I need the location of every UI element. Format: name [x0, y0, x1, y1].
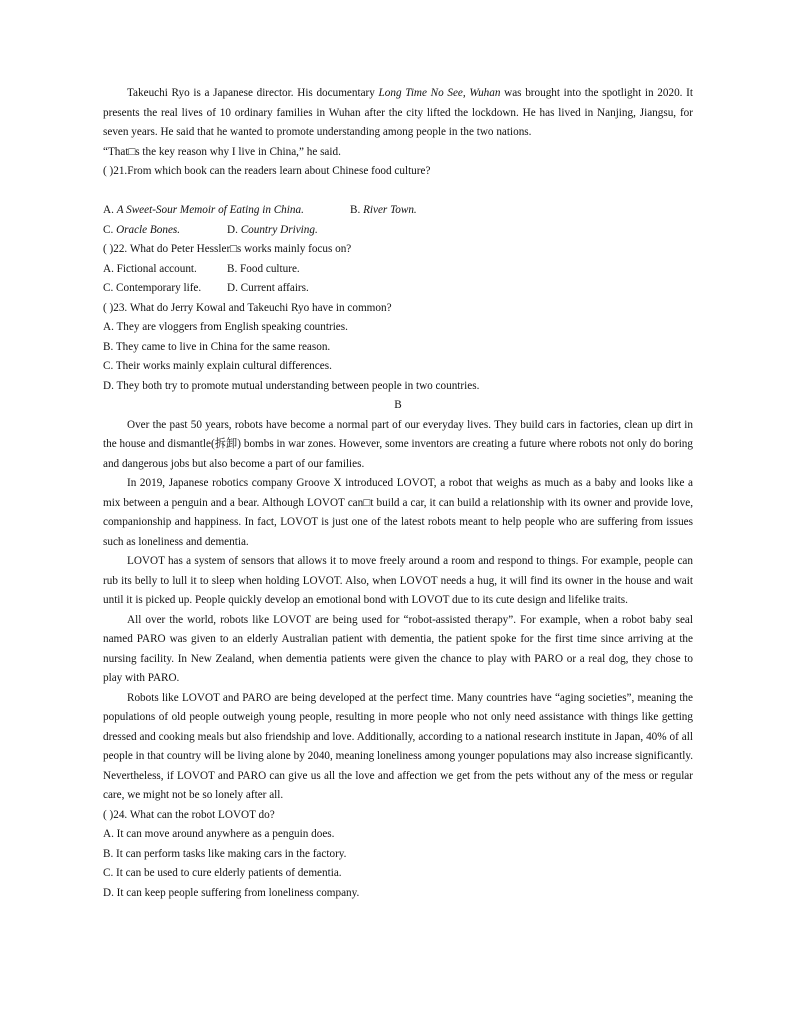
passage-b-paragraph-4: All over the world, robots like LOVOT are being used for “robot-assisted therapy”. For example, when a robot baby seal named PARO was given to an elderly Australian patient with dementia, the patient spoke for the first time since arriving at the nursing facility. In New Zealand, when dementia patients were given the chance to play with PARO or a real dog, they chose to play with PARO. — [103, 613, 693, 684]
question-22-stem: ( )22. What do Peter Hessler□s works mainly focus on? — [103, 243, 352, 255]
option-c: C. Oracle Bones. — [103, 223, 181, 236]
section-b-heading: B — [394, 399, 402, 411]
passage-b-paragraph-3: LOVOT has a system of sensors that allows it to move freely around a room and respond to things. For example, people can rub its belly to lull it to sleep when holding LOVOT. Also, when LOVOT needs a hug, it will find its owner in the house and wait until it is picked up. People quickly develop an emotional bond with LOVOT due to its cute design and lifelike traits. — [103, 555, 693, 606]
question-24-stem: ( )24. What can the robot LOVOT do? — [103, 808, 275, 821]
option-c: C. Contemporary life. — [103, 282, 202, 294]
option-c: C. Their works mainly explain cultural differences. — [103, 360, 332, 372]
option-b: B. Food culture. — [227, 262, 300, 275]
documentary-title: Long Time No See, Wuhan — [378, 87, 501, 99]
question-21-options-ab — [103, 201, 693, 221]
passage-b-paragraph-1: Over the past 50 years, robots have become a normal part of our everyday lives. They build cars in factories, clean up dirt in the house and dismantle(拆卸) bombs in war zones. However, some inventors are creating a future where robots not only do boring and dangerous jobs but also become a part of our families. — [103, 418, 693, 470]
option-a: A. Fictional account. — [103, 262, 197, 275]
option-a: A. They are vloggers from English speaking countries. — [103, 321, 348, 333]
option-a: A. A Sweet-Sour Memoir of Eating in China. — [103, 204, 304, 216]
option-c: C. It can be used to cure elderly patients of dementia. — [103, 867, 342, 879]
option-d: D. Country Driving. — [227, 223, 318, 236]
option-d: D. It can keep people suffering from loneliness company. — [103, 886, 360, 899]
passage-a-paragraph — [103, 84, 693, 143]
document-page — [103, 84, 693, 903]
spacer — [103, 182, 693, 202]
option-d: D. They both try to promote mutual understanding between people in two countries. — [103, 379, 480, 392]
passage-b-paragraph-2: In 2019, Japanese robotics company Groove X introduced LOVOT, a robot that weighs as much as a baby and looks like a mix between a penguin and a bear. Although LOVOT can□t build a car, it can build a relationship with its owner and provide love, companionship and happiness. In fact, LOVOT is just one of the latest robots meant to help people who are suffering from issues such as loneliness and dementia. — [103, 477, 693, 548]
quote-line: “That□s the key reason why I live in China,” he said. — [103, 145, 341, 158]
question-21-stem: ( )21.From which book can the readers learn about Chinese food culture? — [103, 165, 431, 177]
question-23-stem: ( )23. What do Jerry Kowal and Takeuchi Ryo have in common? — [103, 301, 392, 314]
question-22-options-ab — [103, 260, 693, 280]
question-21-options-cd — [103, 221, 693, 241]
option-b: B. It can perform tasks like making cars in the factory. — [103, 847, 347, 860]
option-a: A. It can move around anywhere as a penguin does. — [103, 828, 335, 840]
paragraph-text: was brought into the spotlight in 2020. It presents the real lives of 10 ordinary families in Wuhan after the city lifted the lockdown. He has lived in Nanjing, Jiangsu, for seven years. He said that he wanted to promote understanding among people in the two nations. — [103, 87, 693, 138]
option-b: B. River Town. — [350, 204, 417, 216]
paragraph-text: Takeuchi Ryo is a Japanese director. His documentary — [127, 87, 379, 99]
option-d: D. Current affairs. — [227, 282, 309, 294]
question-22-options-cd — [103, 279, 693, 299]
option-b: B. They came to live in China for the same reason. — [103, 340, 331, 353]
passage-b-paragraph-5: Robots like LOVOT and PARO are being developed at the perfect time. Many countries have “aging societies”, meaning the populations of old people outweigh young people, resulting in more people who not only need assistance with things like getting dressed and cooking meals but also friendship and love. Additionally, according to a national research institute in Japan, 40% of all people in that country will be living alone by 2040, meaning loneliness among younger populations may also increase significantly. Nevertheless, if LOVOT and PARO can give us all the love and affection we get from the pets without any of the mess or regular care, we might not be so lonely after all. — [103, 691, 693, 801]
